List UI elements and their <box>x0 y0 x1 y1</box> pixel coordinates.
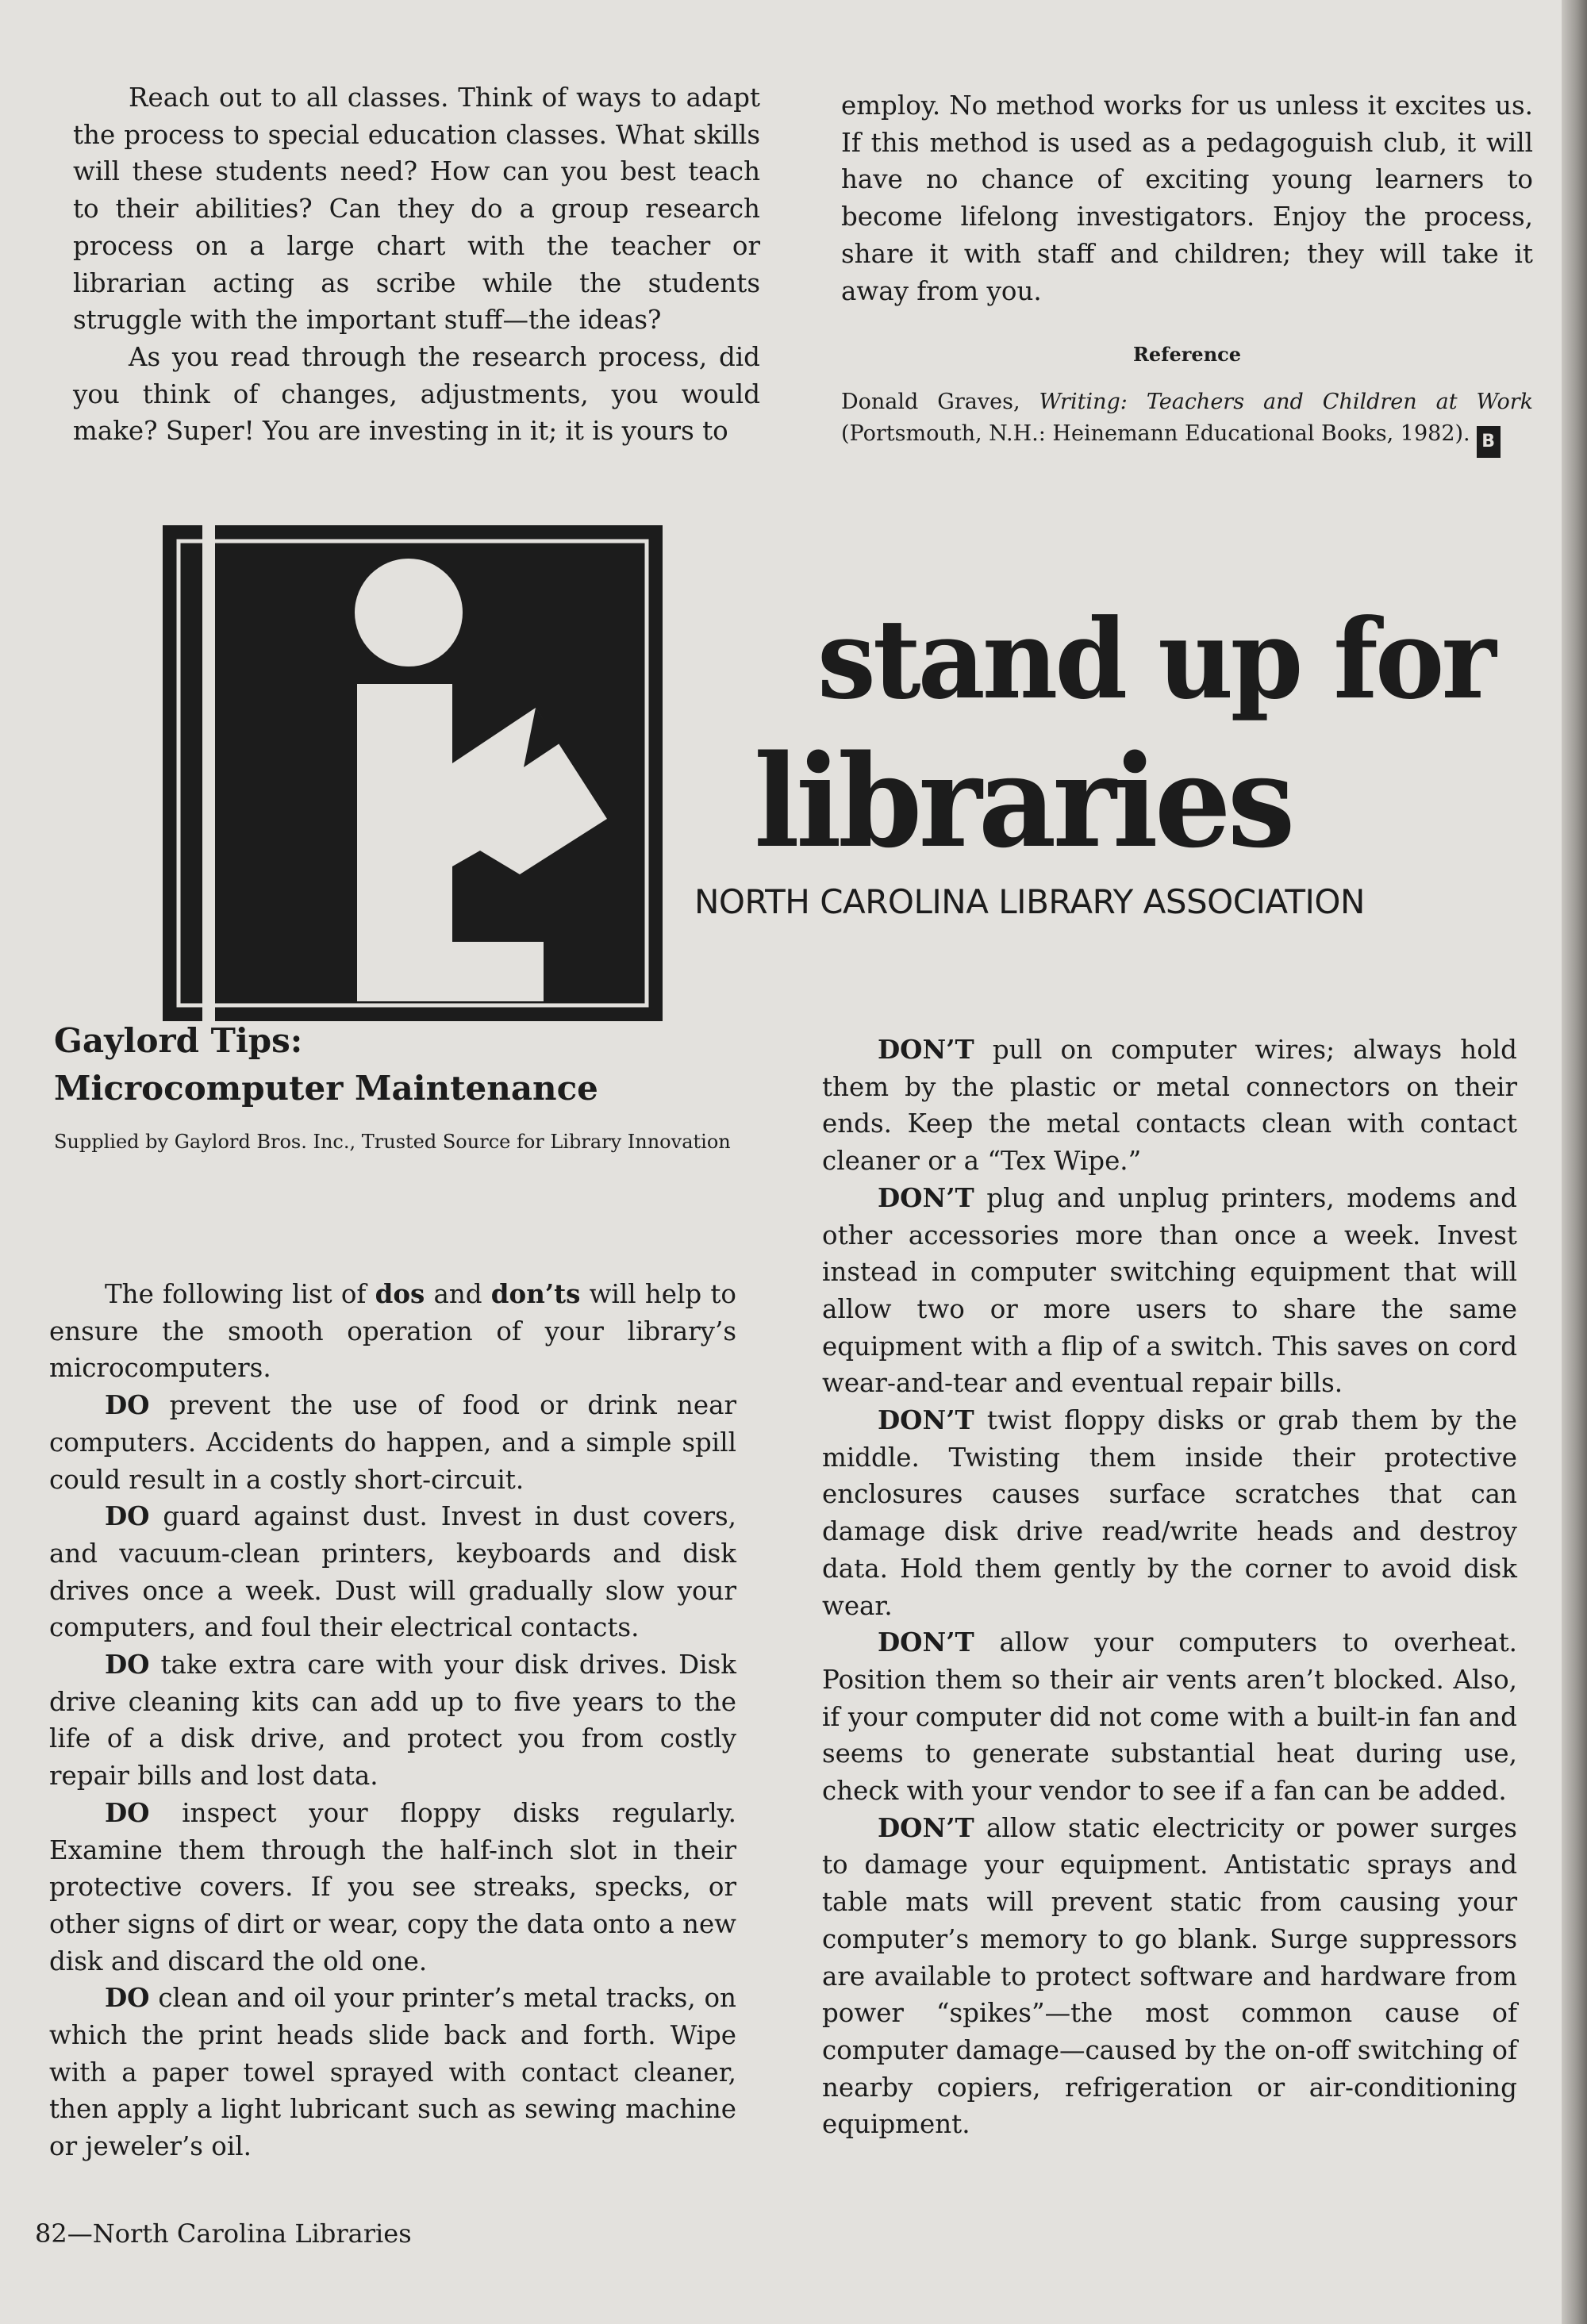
reference-heading: Reference <box>1132 343 1242 367</box>
do-item <box>49 1387 736 1498</box>
tips-title <box>54 1017 768 1112</box>
paragraph: Reach out to all classes. Think of ways to adapt the process to special education classes. What skills will these students need? How can you best teach to their abilities? Can they do a group research process on a large chart with the teacher or librarian acting as scribe while the students struggle with the important stuff—the ideas? <box>73 83 760 336</box>
do-text: guard against dust. Invest in dust covers, and vacuum-clean printers, keyboards and disk drives once a week. Dust will gradually slow your computers, and foul their electrical contacts. <box>49 1501 736 1643</box>
do-text: inspect your floppy disks regularly. Examine them through the half-inch slot in their protective covers. If you see streaks, specks, or other signs of dirt or wear, copy the data onto a new disk and discard the old one. <box>49 1797 736 1976</box>
slogan-line-1: stand up for <box>817 594 1493 724</box>
do-item <box>49 1980 736 2165</box>
do-lead: DO <box>105 1982 150 2014</box>
library-logo-icon <box>163 525 663 1021</box>
intro-text: The following list of <box>105 1279 375 1309</box>
dont-lead: DON’T <box>878 1181 974 1213</box>
dont-item <box>822 1031 1517 1180</box>
page-edge <box>1562 0 1587 2324</box>
do-lead: DO <box>105 1389 150 1421</box>
intro-text: will help to ensure the smooth operation of your library’s microcomputers. <box>49 1279 737 1384</box>
tips-title-line-2: Microcomputer Maintenance <box>54 1069 598 1108</box>
dont-lead: DON’T <box>878 1811 974 1843</box>
reference-citation <box>841 386 1533 458</box>
dont-item <box>822 1180 1517 1402</box>
dont-lead: DON’T <box>878 1034 974 1065</box>
paragraph: As you read through the research process, did you think of changes, adjustments, you would make? Super! You are investing in it; it is yours to <box>73 341 760 447</box>
do-lead: DO <box>105 1649 150 1681</box>
dont-lead: DON’T <box>878 1404 974 1436</box>
dont-lead: DON’T <box>878 1627 974 1658</box>
slogan-line-2: libraries <box>754 727 1292 876</box>
bottom-left-column <box>49 1276 736 2165</box>
tips-credit: Supplied by Gaylord Bros. Inc., Trusted Source for Library Innovation <box>54 1131 731 1153</box>
dont-item <box>822 1624 1517 1810</box>
reference-author: Donald Graves, <box>841 389 1039 414</box>
dont-text: twist floppy disks or grab them by the middle. Twisting them inside their protective enclosures causes surface scratches that can damage disk drive read/write heads and destroy data. Hold them gently by the corner to avoid disk wear. <box>822 1405 1517 1621</box>
do-lead: DO <box>105 1500 150 1532</box>
tips-title-line-1: Gaylord Tips: <box>54 1021 303 1060</box>
dont-text: plug and unplug printers, modems and other accessories more than once a week. Invest instead in computer switching equipment that will allow two or more users to share the same equipment with a flip of a switch. This saves on cord wear-and-tear and eventual repair bills. <box>822 1182 1517 1399</box>
top-left-column <box>73 79 760 450</box>
intro-bold: don’ts <box>490 1278 581 1309</box>
do-item <box>49 1795 736 1980</box>
do-item <box>49 1646 736 1795</box>
bottom-right-column <box>822 1031 1517 2143</box>
dont-item <box>822 1402 1517 1624</box>
association-name: NORTH CAROLINA LIBRARY ASSOCIATION <box>694 882 1365 921</box>
intro-text: and <box>425 1279 491 1309</box>
do-item <box>49 1498 736 1646</box>
reference-publisher: (Portsmouth, N.H.: Heinemann Educational Books, 1982). <box>841 421 1470 446</box>
dont-item <box>822 1810 1517 2143</box>
do-lead: DO <box>105 1796 150 1828</box>
dont-text: pull on computer wires; always hold them by the plastic or metal connectors on their ends. Keep the metal contacts clean with contact cleaner or a “Tex Wipe.” <box>822 1035 1517 1177</box>
tips-intro <box>49 1276 736 1387</box>
end-mark: B <box>1477 426 1501 458</box>
do-text: prevent the use of food or drink near computers. Accidents do happen, and a simple spill could result in a costly short-circuit. <box>49 1390 736 1495</box>
paragraph: employ. No method works for us unless it excites us. If this method is used as a pedagoguish club, it will have no chance of exciting young learners to become lifelong investigators. Enjoy the process, share it with staff and children; they will take it away from you. <box>841 90 1533 306</box>
top-right-column <box>841 87 1533 458</box>
do-text: take extra care with your disk drives. Disk drive cleaning kits can add up to five years to the life of a disk drive, and protect you from costly repair bills and lost data. <box>49 1650 736 1792</box>
page-footer: 82—North Carolina Libraries <box>35 2218 412 2249</box>
do-text: clean and oil your printer’s metal tracks, on which the print heads slide back and forth. Wipe with a paper towel sprayed with contact cleaner, then apply a light lubricant such as sewing machine or jeweler’s oil. <box>49 1983 736 2162</box>
reference-title: Writing: Teachers and Children at Work <box>1039 389 1534 414</box>
dont-text: allow static electricity or power surges to damage your equipment. Antistatic sprays and table mats will prevent static from causing your computer’s memory to go blank. Surge suppressors are available to protect software and hardware from power “spikes”—the most common cause of computer damage—caused by the on-off switching of nearby copiers, refrigeration or air-conditioning equipment. <box>822 1812 1517 2140</box>
dont-text: allow your computers to overheat. Position them so their air vents aren’t blocked. Also, if your computer did not come with a built-in fan and seems to generate substantial heat during use, check with your vendor to see if a fan can be added. <box>822 1627 1517 1807</box>
intro-bold: dos <box>375 1278 425 1309</box>
